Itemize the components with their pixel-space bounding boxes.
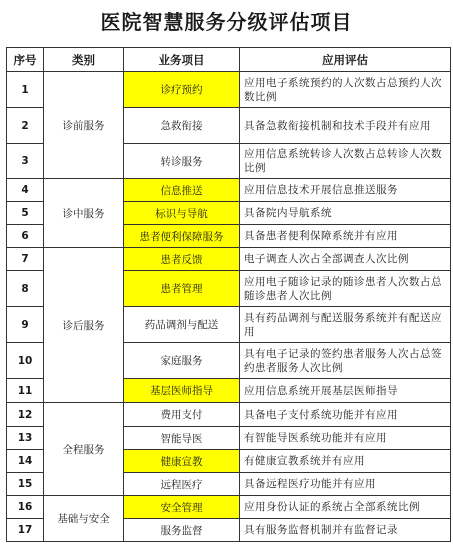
project-cell: 诊疗预约 bbox=[124, 72, 240, 108]
evaluation-cell: 应用信息技术开展信息推送服务 bbox=[240, 179, 451, 202]
row-number: 12 bbox=[7, 403, 44, 427]
category-cell: 诊中服务 bbox=[44, 179, 124, 248]
header-index: 序号 bbox=[7, 48, 44, 72]
row-number: 16 bbox=[7, 496, 44, 519]
page-title: 医院智慧服务分级评估项目 bbox=[100, 10, 353, 34]
evaluation-cell: 应用信息系统开展基层医师指导 bbox=[240, 379, 451, 403]
evaluation-cell: 有健康宣教系统并有应用 bbox=[240, 450, 451, 473]
header-project: 业务项目 bbox=[124, 48, 240, 72]
evaluation-cell: 电子调查人次占全部调查人次比例 bbox=[240, 248, 451, 271]
row-number: 6 bbox=[7, 225, 44, 248]
evaluation-cell: 具有电子记录的签约患者服务人次占总签约患者服务人次比例 bbox=[240, 343, 451, 379]
category-cell: 基础与安全 bbox=[44, 496, 124, 542]
row-number: 5 bbox=[7, 202, 44, 225]
header-category: 类别 bbox=[44, 48, 124, 72]
row-number: 8 bbox=[7, 271, 44, 307]
table-header-row bbox=[7, 48, 451, 72]
project-cell: 患者便利保障服务 bbox=[124, 225, 240, 248]
evaluation-cell: 应用电子系统预约的人次数占总预约人次数比例 bbox=[240, 72, 451, 108]
project-cell: 家庭服务 bbox=[124, 343, 240, 379]
project-cell: 信息推送 bbox=[124, 179, 240, 202]
project-cell: 标识与导航 bbox=[124, 202, 240, 225]
project-cell: 安全管理 bbox=[124, 496, 240, 519]
row-number: 7 bbox=[7, 248, 44, 271]
project-cell: 患者管理 bbox=[124, 271, 240, 307]
row-number: 2 bbox=[7, 108, 44, 144]
header-evaluation: 应用评估 bbox=[240, 48, 451, 72]
evaluation-cell: 具备远程医疗功能并有应用 bbox=[240, 473, 451, 496]
evaluation-cell: 有智能导医系统功能并有应用 bbox=[240, 427, 451, 450]
evaluation-cell: 具有服务监督机制并有监督记录 bbox=[240, 519, 451, 542]
row-number: 10 bbox=[7, 343, 44, 379]
project-cell: 基层医师指导 bbox=[124, 379, 240, 403]
row-number: 9 bbox=[7, 307, 44, 343]
row-number: 15 bbox=[7, 473, 44, 496]
project-cell: 费用支付 bbox=[124, 403, 240, 427]
row-number: 14 bbox=[7, 450, 44, 473]
project-cell: 服务监督 bbox=[124, 519, 240, 542]
project-cell: 远程医疗 bbox=[124, 473, 240, 496]
category-cell: 诊前服务 bbox=[44, 72, 124, 179]
table-row bbox=[7, 248, 451, 271]
evaluation-table bbox=[6, 47, 451, 542]
table-row bbox=[7, 403, 451, 427]
project-cell: 急救衔接 bbox=[124, 108, 240, 144]
project-cell: 患者反馈 bbox=[124, 248, 240, 271]
row-number: 11 bbox=[7, 379, 44, 403]
evaluation-cell: 具备急救衔接机制和技术手段并有应用 bbox=[240, 108, 451, 144]
evaluation-cell: 应用身份认证的系统占全部系统比例 bbox=[240, 496, 451, 519]
table-row bbox=[7, 72, 451, 108]
row-number: 3 bbox=[7, 144, 44, 179]
evaluation-cell: 具有药品调剂与配送服务系统并有配送应用 bbox=[240, 307, 451, 343]
project-cell: 智能导医 bbox=[124, 427, 240, 450]
category-cell: 诊后服务 bbox=[44, 248, 124, 403]
row-number: 13 bbox=[7, 427, 44, 450]
row-number: 4 bbox=[7, 179, 44, 202]
row-number: 17 bbox=[7, 519, 44, 542]
evaluation-cell: 具备患者便利保障系统并有应用 bbox=[240, 225, 451, 248]
table-body bbox=[7, 72, 451, 542]
evaluation-cell: 应用信息系统转诊人次数占总转诊人次数比例 bbox=[240, 144, 451, 179]
table-row bbox=[7, 179, 451, 202]
project-cell: 转诊服务 bbox=[124, 144, 240, 179]
row-number: 1 bbox=[7, 72, 44, 108]
table-row bbox=[7, 496, 451, 519]
project-cell: 药品调剂与配送 bbox=[124, 307, 240, 343]
evaluation-cell: 具备院内导航系统 bbox=[240, 202, 451, 225]
project-cell: 健康宣教 bbox=[124, 450, 240, 473]
evaluation-cell: 具备电子支付系统功能并有应用 bbox=[240, 403, 451, 427]
category-cell: 全程服务 bbox=[44, 403, 124, 496]
evaluation-cell: 应用电子随诊记录的随诊患者人次数占总随诊患者人次比例 bbox=[240, 271, 451, 307]
